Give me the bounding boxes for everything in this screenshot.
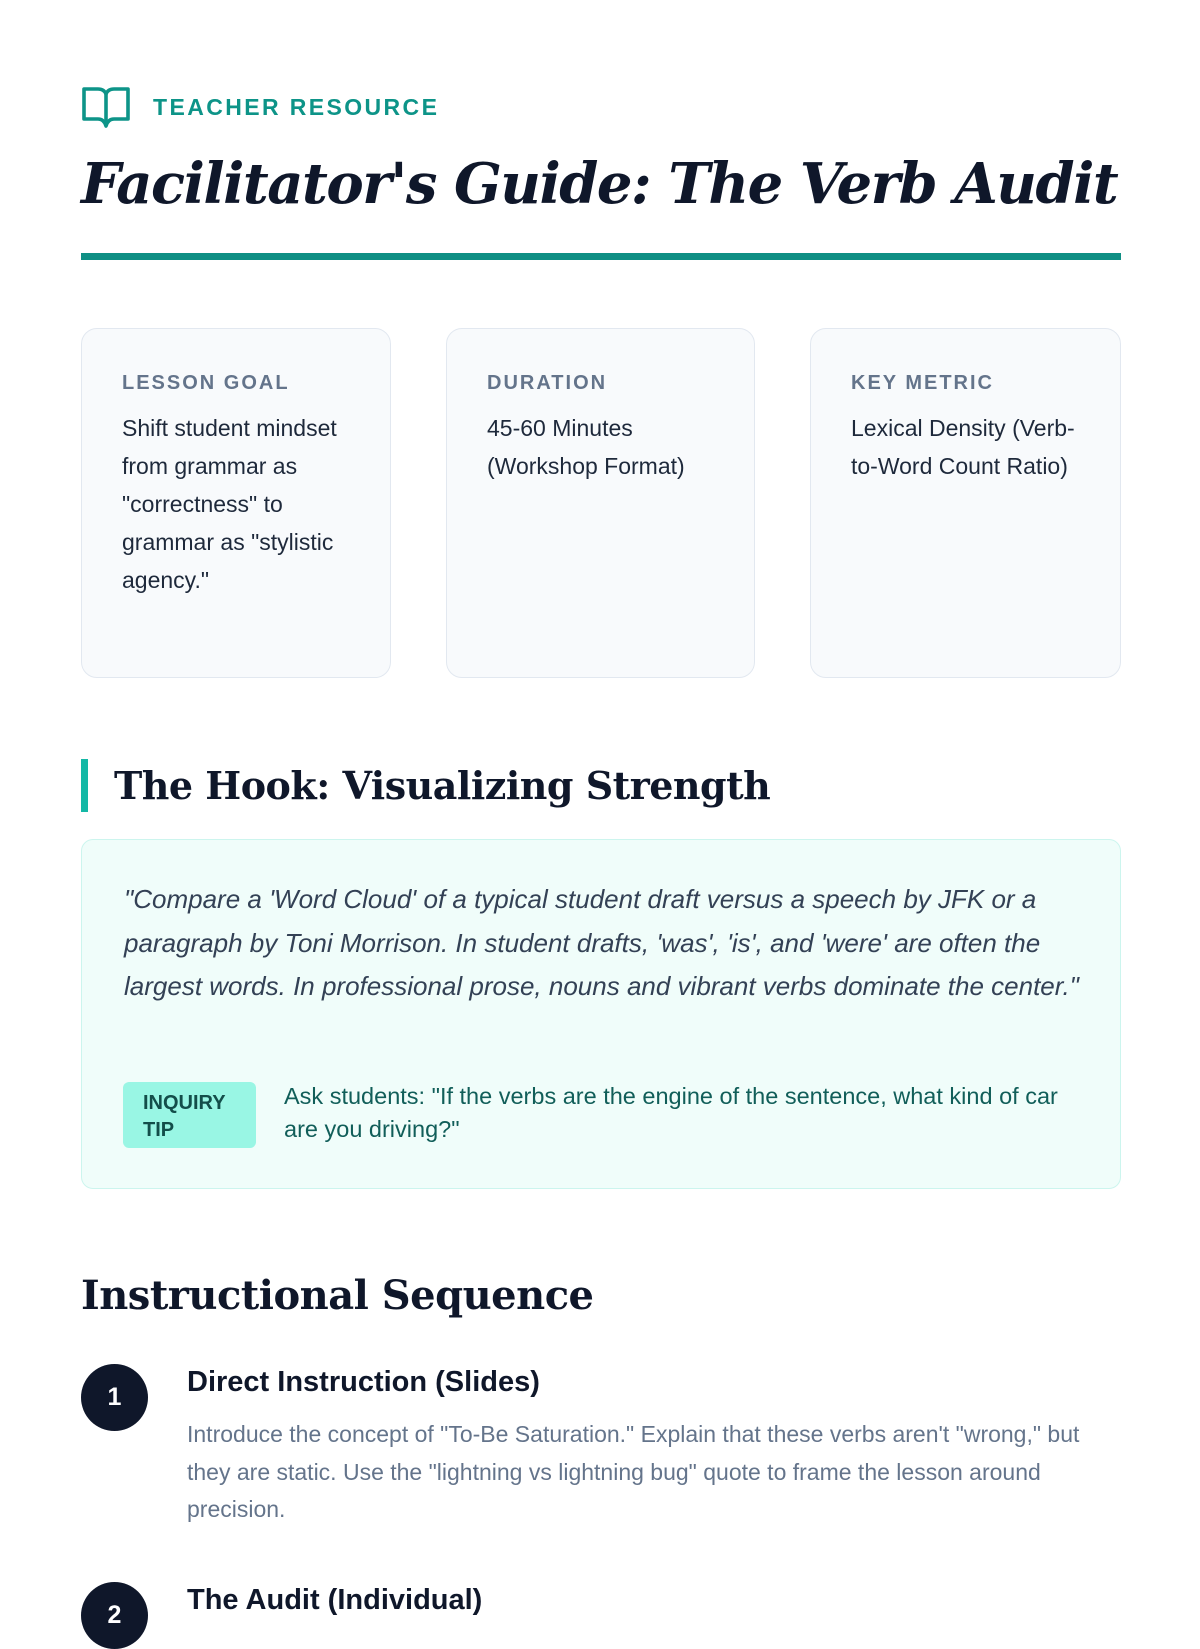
inquiry-tip-text: Ask students: "If the verbs are the engine of the sentence, what kind of car are you driving?"	[284, 1083, 1058, 1142]
hook-quote: "Compare a 'Word Cloud' of a typical student draft versus a speech by JFK or a paragraph by Toni Morrison. In student drafts, 'was', 'is', and 'were' are often the largest words. In professional prose, nouns and vibrant verbs dominate the center."	[124, 884, 1079, 1001]
open-book-icon	[81, 84, 131, 130]
step-number: 2	[81, 1582, 148, 1649]
step-number: 1	[81, 1364, 148, 1431]
eyebrow-label: TEACHER RESOURCE	[153, 93, 440, 120]
card-value: Lexical Density (Verb-to-Word Count Ratio)	[851, 415, 1075, 479]
hook-heading: The Hook: Visualizing Strength	[114, 763, 771, 808]
step-title: The Audit (Individual)	[187, 1584, 483, 1616]
step-title: Direct Instruction (Slides)	[187, 1366, 540, 1398]
card-value: Shift student mindset from grammar as "correctness" to grammar as "stylistic agency."	[122, 415, 337, 593]
section-accent-bar	[81, 759, 88, 812]
card-label: DURATION	[487, 372, 608, 394]
lesson-goal-card	[81, 328, 391, 678]
key-metric-card	[810, 328, 1121, 678]
step-description: Introduce the concept of "To-Be Saturation." Explain that these verbs aren't "wrong," but they are static. Use the "lightning vs lightning bug" quote to frame the lesson around precision.	[187, 1421, 1080, 1522]
card-label: LESSON GOAL	[122, 372, 290, 394]
guide-page	[81, 0, 1121, 1629]
duration-card	[446, 328, 755, 678]
page-title: Facilitator's Guide: The Verb Audit	[81, 151, 1118, 217]
hook-callout	[81, 839, 1121, 1189]
sequence-heading: Instructional Sequence	[81, 1272, 594, 1319]
inquiry-tip-badge: INQUIRY TIP	[123, 1082, 256, 1148]
eyebrow	[81, 84, 439, 130]
card-value: 45-60 Minutes (Workshop Format)	[487, 415, 685, 479]
title-divider	[81, 253, 1121, 260]
card-label: KEY METRIC	[851, 372, 994, 394]
